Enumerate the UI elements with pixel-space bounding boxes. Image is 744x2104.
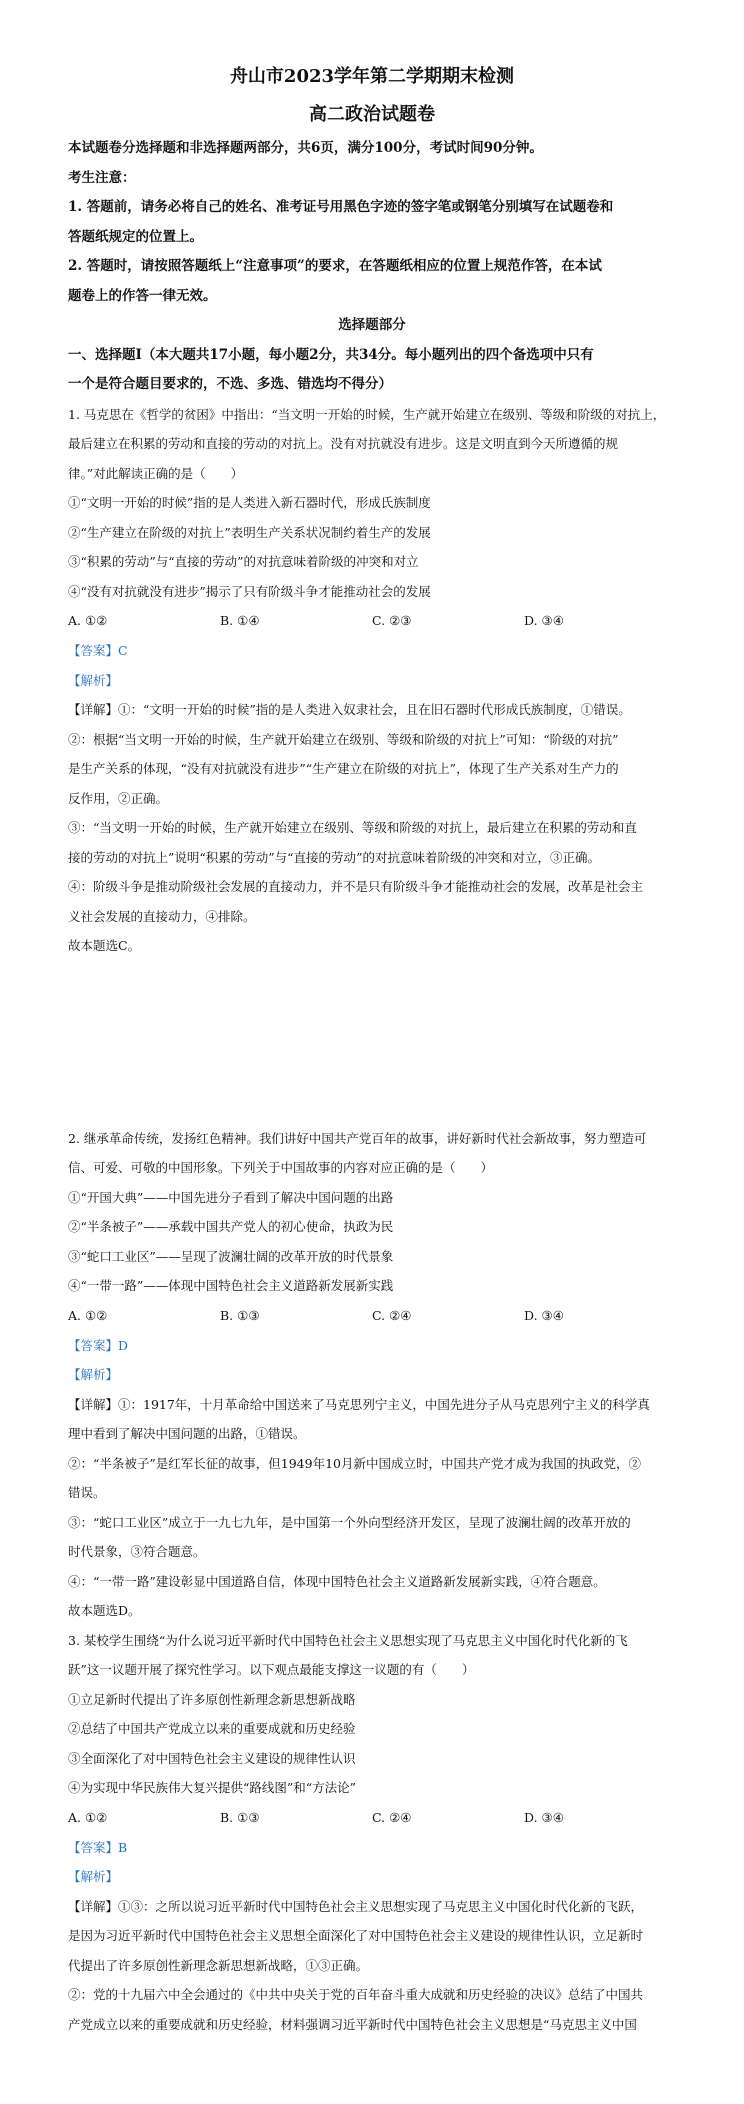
detail-line: 接的劳动的对抗上”说明“积累的劳动”与“直接的劳动”的对抗意味着阶级的冲突和对立，③正确。 xyxy=(68,849,600,865)
question-stem: 最后建立在积累的劳动和直接的劳动的对抗上。没有对抗就没有进步。这是文明直到今天所遵循的规 xyxy=(68,436,619,451)
detail-line: 错误。 xyxy=(68,1485,106,1500)
answer-label: 【答案】B xyxy=(68,1839,128,1855)
detail-line: ②：根据“当文明一开始的时候，生产就开始建立在级别、等级和阶级的对抗上”可知：“阶级的对抗” xyxy=(68,731,619,747)
question-stem: 2. 继承革命传统，发扬红色精神。我们讲好中国共产党百年的故事，讲好新时代社会新故事，努力塑造可 xyxy=(68,1130,647,1146)
instruction-line: 2. 答题时，请按照答题纸上“注意事项”的要求，在答题纸相应的位置上规范作答，在本试 xyxy=(68,258,602,274)
detail-line: ④：“一带一路”建设彰显中国道路自信，体现中国特色社会主义道路新发展新实践，④符合题意。 xyxy=(68,1573,606,1589)
question-item: ④“一带一路”——体现中国特色社会主义道路新发展新实践 xyxy=(68,1278,394,1293)
detail-line: ④：阶级斗争是推动阶级社会发展的直接动力，并不是只有阶级斗争才能推动社会的发展，改革是社会主 xyxy=(68,879,644,894)
option-b: B. ①④ xyxy=(220,613,260,628)
analysis-label: 【解析】 xyxy=(68,1367,119,1382)
option-c: C. ②③ xyxy=(372,613,412,628)
detail-line: 义社会发展的直接动力，④排除。 xyxy=(68,908,256,924)
instruction-line: 考生注意： xyxy=(68,169,136,186)
option-b: B. ①③ xyxy=(220,1809,260,1825)
detail-line: 时代景象，③符合题意。 xyxy=(68,1544,206,1559)
detail-line: 是因为习近平新时代中国特色社会主义思想全面深化了对中国特色社会主义建设的规律性认识，立足新时 xyxy=(68,1928,644,1943)
instruction-line: 答题纸规定的位置上。 xyxy=(68,228,203,245)
detail-line: 代提出了许多原创性新理念新思想新战略，①③正确。 xyxy=(68,1957,369,1973)
detail-line: 故本题选C。 xyxy=(68,938,141,953)
option-d: D. ③④ xyxy=(524,1307,564,1323)
instruction-line: 本试题卷分选择题和非选择题两部分，共6页，满分100分，考试时间90分钟。 xyxy=(68,140,543,156)
exam-subtitle: 高二政治试题卷 xyxy=(309,104,435,125)
section-heading: 一个是符合题目要求的，不选、多选、错选均不得分） xyxy=(68,376,392,392)
exam-title: 舟山市2023学年第二学期期末检测 xyxy=(229,66,515,87)
answer-label: 【答案】C xyxy=(68,643,128,658)
detail-line: 【详解】①：1917年，十月革命给中国送来了马克思列宁主义，中国先进分子从马克思列宁主义的科学真 xyxy=(68,1396,650,1412)
detail-line: 【详解】①③：之所以说习近平新时代中国特色社会主义思想实现了马克思主义中国化时代化新的飞跃， xyxy=(68,1898,644,1914)
detail-line: 【详解】①：“文明一开始的时候”指的是人类进入奴隶社会，且在旧石器时代形成氏族制度，①错误。 xyxy=(68,702,631,717)
answer-options xyxy=(68,606,676,636)
option-a: A. ①② xyxy=(68,1307,108,1323)
option-b: B. ①③ xyxy=(220,1307,260,1323)
question-item: ②“半条被子”——承载中国共产党人的初心使命，执政为民 xyxy=(68,1219,394,1234)
detail-line: ②：党的十九届六中全会通过的《中共中央关于党的百年奋斗重大成就和历史经验的决议》总结了中国共 xyxy=(68,1987,644,2002)
detail-line: ②：“半条被子”是红军长征的故事，但1949年10月新中国成立时，中国共产党才成为我国的执政党，② xyxy=(68,1455,641,1471)
question-item: ①“开国大典”——中国先进分子看到了解决中国问题的出路 xyxy=(68,1189,394,1205)
question-item: ①“文明一开始的时候”指的是人类进入新石器时代，形成氏族制度 xyxy=(68,495,431,510)
instructions xyxy=(68,134,676,311)
question-item: ③全面深化了对中国特色社会主义建设的规律性认识 xyxy=(68,1750,356,1766)
detail-line: 故本题选D。 xyxy=(68,1603,141,1618)
detail-line: ③：“蛇口工业区”成立于一九七九年，是中国第一个外向型经济开发区，呈现了波澜壮阔的改革开放的 xyxy=(68,1514,631,1530)
question-stem: 信、可爱、可敬的中国形象。下列关于中国故事的内容对应正确的是（ ） xyxy=(68,1160,494,1175)
option-a: A. ①② xyxy=(68,1809,108,1825)
analysis-label: 【解析】 xyxy=(68,672,119,688)
option-c: C. ②④ xyxy=(372,1809,412,1825)
detail-line: 反作用，②正确。 xyxy=(68,790,169,806)
question-stem: 律。”对此解读正确的是（ ） xyxy=(68,465,244,481)
analysis-label: 【解析】 xyxy=(68,1869,119,1884)
instruction-line: 题卷上的作答一律无效。 xyxy=(68,287,217,304)
option-c: C. ②④ xyxy=(372,1307,412,1323)
option-d: D. ③④ xyxy=(524,1809,564,1825)
answer-options xyxy=(68,1803,676,1833)
question-item: ④为实现中华民族伟大复兴提供“路线图”和“方法论” xyxy=(68,1780,357,1795)
question-stem: 跃”这一议题开展了探究性学习。以下观点最能支撑这一议题的有（ ） xyxy=(68,1662,475,1677)
blank-space xyxy=(68,961,676,1124)
answer-label: 【答案】D xyxy=(68,1337,129,1353)
answer-options xyxy=(68,1301,676,1331)
question-stem: 3. 某校学生围绕“为什么说习近平新时代中国特色社会主义思想实现了马克思主义中国化时代化新的飞 xyxy=(68,1632,628,1648)
question-3 xyxy=(68,1626,676,2040)
option-d: D. ③④ xyxy=(524,613,564,628)
question-item: ③“蛇口工业区”——呈现了波澜壮阔的改革开放的时代景象 xyxy=(68,1248,394,1264)
question-2 xyxy=(68,1124,676,1626)
question-stem: 1. 马克思在《哲学的贫困》中指出：“当文明一开始的时候，生产就开始建立在级别、等级和阶级的对抗上， xyxy=(68,406,666,422)
detail-line: 产党成立以来的重要成就和历史经验，材料强调习近平新时代中国特色社会主义思想是“马克思主义中国 xyxy=(68,2016,637,2032)
section-title: 选择题部分 xyxy=(338,317,406,333)
option-a: A. ①② xyxy=(68,613,108,628)
question-item: ①立足新时代提出了许多原创性新理念新思想新战略 xyxy=(68,1691,356,1707)
question-item: ④“没有对抗就没有进步”揭示了只有阶级斗争才能推动社会的发展 xyxy=(68,583,431,599)
question-item: ②总结了中国共产党成立以来的重要成就和历史经验 xyxy=(68,1721,356,1736)
section-heading: 一、选择题Ⅰ（本大题共17小题，每小题2分，共34分。每小题列出的四个备选项中只有 xyxy=(68,346,594,363)
detail-line: 理中看到了解决中国问题的出路，①错误。 xyxy=(68,1426,306,1441)
instruction-line: 1. 答题前，请务必将自己的姓名、准考证号用黑色字迹的签字笔或钢笔分别填写在试题卷和 xyxy=(68,199,614,215)
question-1 xyxy=(68,400,676,961)
question-item: ③“积累的劳动”与“直接的劳动”的对抗意味着阶级的冲突和对立 xyxy=(68,554,419,569)
detail-line: ③：“当文明一开始的时候，生产就开始建立在级别、等级和阶级的对抗上，最后建立在积累的劳动和直 xyxy=(68,820,637,835)
question-item: ②“生产建立在阶级的对抗上”表明生产关系状况制约着生产的发展 xyxy=(68,524,431,540)
detail-line: 是生产关系的体现，“没有对抗就没有进步”“生产建立在阶级的对抗上”，体现了生产关系对生产力的 xyxy=(68,761,619,776)
